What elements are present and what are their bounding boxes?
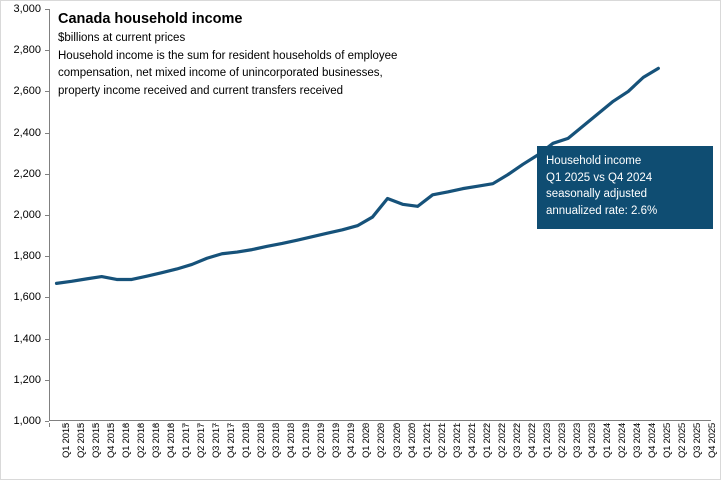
x-axis-label: Q3 2016 — [150, 423, 162, 459]
x-axis-label: Q2 2015 — [75, 423, 87, 459]
x-axis-label: Q4 2018 — [286, 423, 298, 459]
x-axis-tick — [350, 423, 351, 427]
x-axis-tick — [320, 423, 321, 427]
x-axis-label: Q2 2016 — [135, 423, 147, 459]
x-axis-label: Q3 2021 — [451, 423, 463, 459]
x-axis-label: Q4 2015 — [105, 423, 117, 459]
x-axis-label: Q1 2021 — [421, 423, 433, 459]
x-axis-label: Q2 2017 — [195, 423, 207, 459]
chart-title: Canada household income — [58, 11, 243, 27]
x-axis-label: Q1 2022 — [481, 423, 493, 459]
x-axis-label: Q2 2025 — [677, 423, 689, 459]
x-axis-label: Q1 2017 — [180, 423, 192, 459]
x-axis-label: Q3 2018 — [271, 423, 283, 459]
x-axis-tick — [79, 423, 80, 427]
x-axis-tick — [636, 423, 637, 427]
x-axis-tick — [169, 423, 170, 427]
x-axis-tick — [139, 423, 140, 427]
x-axis-tick — [94, 423, 95, 427]
x-axis-tick — [260, 423, 261, 427]
y-axis-label: 2,000 — [13, 209, 41, 221]
x-axis-label: Q3 2019 — [331, 423, 343, 459]
x-axis-tick — [380, 423, 381, 427]
x-axis-tick — [154, 423, 155, 427]
callout-line-4: annualized rate: 2.6% — [546, 205, 658, 218]
callout-line-1: Household income — [546, 155, 642, 167]
x-axis-label: Q3 2015 — [90, 423, 102, 459]
x-axis-label: Q3 2025 — [692, 423, 704, 459]
x-axis-tick — [440, 423, 441, 427]
x-axis-tick — [651, 423, 652, 427]
x-axis — [49, 423, 719, 479]
x-axis-label: Q1 2024 — [602, 423, 614, 459]
x-axis-label: Q1 2019 — [301, 423, 313, 459]
x-axis-tick — [666, 423, 667, 427]
x-axis-tick — [199, 423, 200, 427]
y-axis-label: 1,200 — [13, 373, 41, 386]
x-axis-tick — [696, 423, 697, 427]
x-axis-label: Q1 2018 — [241, 423, 253, 459]
chart-subtitle: $billions at current prices — [58, 32, 186, 45]
x-axis-tick — [305, 423, 306, 427]
x-axis-tick — [711, 423, 712, 427]
x-axis-label: Q4 2024 — [647, 423, 659, 459]
x-axis-tick — [561, 423, 562, 427]
x-axis-tick — [410, 423, 411, 427]
x-axis-tick — [395, 423, 396, 427]
y-axis — [1, 3, 45, 427]
y-axis-label: 2,600 — [13, 85, 41, 98]
x-axis-label: Q4 2022 — [526, 423, 538, 459]
x-axis-tick — [290, 423, 291, 427]
x-axis-label: Q1 2025 — [662, 423, 674, 459]
x-axis-label: Q4 2023 — [587, 423, 599, 459]
x-axis-tick — [576, 423, 577, 427]
x-axis-tick — [681, 423, 682, 427]
x-axis-tick — [591, 423, 592, 427]
x-axis-tick — [530, 423, 531, 427]
x-axis-label: Q3 2023 — [572, 423, 584, 459]
x-axis-label: Q2 2021 — [436, 423, 448, 459]
y-axis-label: 1,600 — [13, 291, 41, 304]
x-axis-label: Q4 2025 — [707, 423, 719, 459]
x-axis-tick — [49, 423, 50, 427]
y-axis-label: 1,000 — [13, 415, 41, 427]
x-axis-tick — [124, 423, 125, 427]
x-axis-label: Q4 2016 — [165, 423, 177, 459]
x-axis-tick — [485, 423, 486, 427]
callout-line-3: seasonally adjusted — [546, 188, 648, 201]
x-axis-tick — [470, 423, 471, 427]
y-axis-label: 1,400 — [13, 332, 41, 345]
x-axis-label: Q4 2020 — [406, 423, 418, 459]
x-axis-label: Q1 2015 — [60, 423, 72, 459]
y-axis-tick — [45, 421, 49, 422]
x-axis-label: Q2 2024 — [617, 423, 629, 459]
x-axis-tick — [64, 423, 65, 427]
x-axis-tick — [455, 423, 456, 427]
x-axis-label: Q3 2020 — [391, 423, 403, 459]
y-axis-label: 2,400 — [13, 126, 41, 139]
x-axis-label: Q1 2020 — [361, 423, 373, 459]
y-axis-label: 1,800 — [13, 250, 41, 263]
x-axis-tick — [230, 423, 231, 427]
x-axis-label: Q2 2022 — [496, 423, 508, 459]
x-axis-label: Q3 2022 — [511, 423, 523, 459]
x-axis-tick — [275, 423, 276, 427]
x-axis-tick — [335, 423, 336, 427]
x-axis-label: Q2 2020 — [376, 423, 388, 459]
x-axis-label: Q2 2023 — [557, 423, 569, 459]
y-axis-label: 2,800 — [13, 44, 41, 57]
x-axis-tick — [365, 423, 366, 427]
x-axis-label: Q4 2017 — [226, 423, 238, 459]
x-axis-tick — [546, 423, 547, 427]
x-axis-label: Q4 2021 — [466, 423, 478, 459]
x-axis-tick — [515, 423, 516, 427]
x-axis-label: Q3 2024 — [632, 423, 644, 459]
x-axis-tick — [425, 423, 426, 427]
x-axis-label: Q2 2019 — [316, 423, 328, 459]
x-axis-tick — [606, 423, 607, 427]
x-axis-tick — [109, 423, 110, 427]
x-axis-label: Q2 2018 — [256, 423, 268, 459]
y-axis-label: 3,000 — [13, 3, 41, 15]
x-axis-tick — [245, 423, 246, 427]
chart-titles — [58, 11, 478, 100]
callout-line-2: Q1 2025 vs Q4 2024 — [546, 171, 653, 184]
x-axis-label: Q3 2017 — [210, 423, 222, 459]
chart-note: Household income is the sum for resident households of employee compensation, net mixed income of unincorporated businesses, property income received and current transfers received — [58, 50, 398, 97]
x-axis-tick — [621, 423, 622, 427]
x-axis-tick — [184, 423, 185, 427]
x-axis-label: Q1 2016 — [120, 423, 132, 459]
x-axis-tick — [215, 423, 216, 427]
x-axis-tick — [500, 423, 501, 427]
x-axis-label: Q1 2023 — [541, 423, 553, 459]
x-axis-label: Q4 2019 — [346, 423, 358, 459]
y-axis-label: 2,200 — [13, 167, 41, 180]
callout-box — [537, 146, 713, 229]
